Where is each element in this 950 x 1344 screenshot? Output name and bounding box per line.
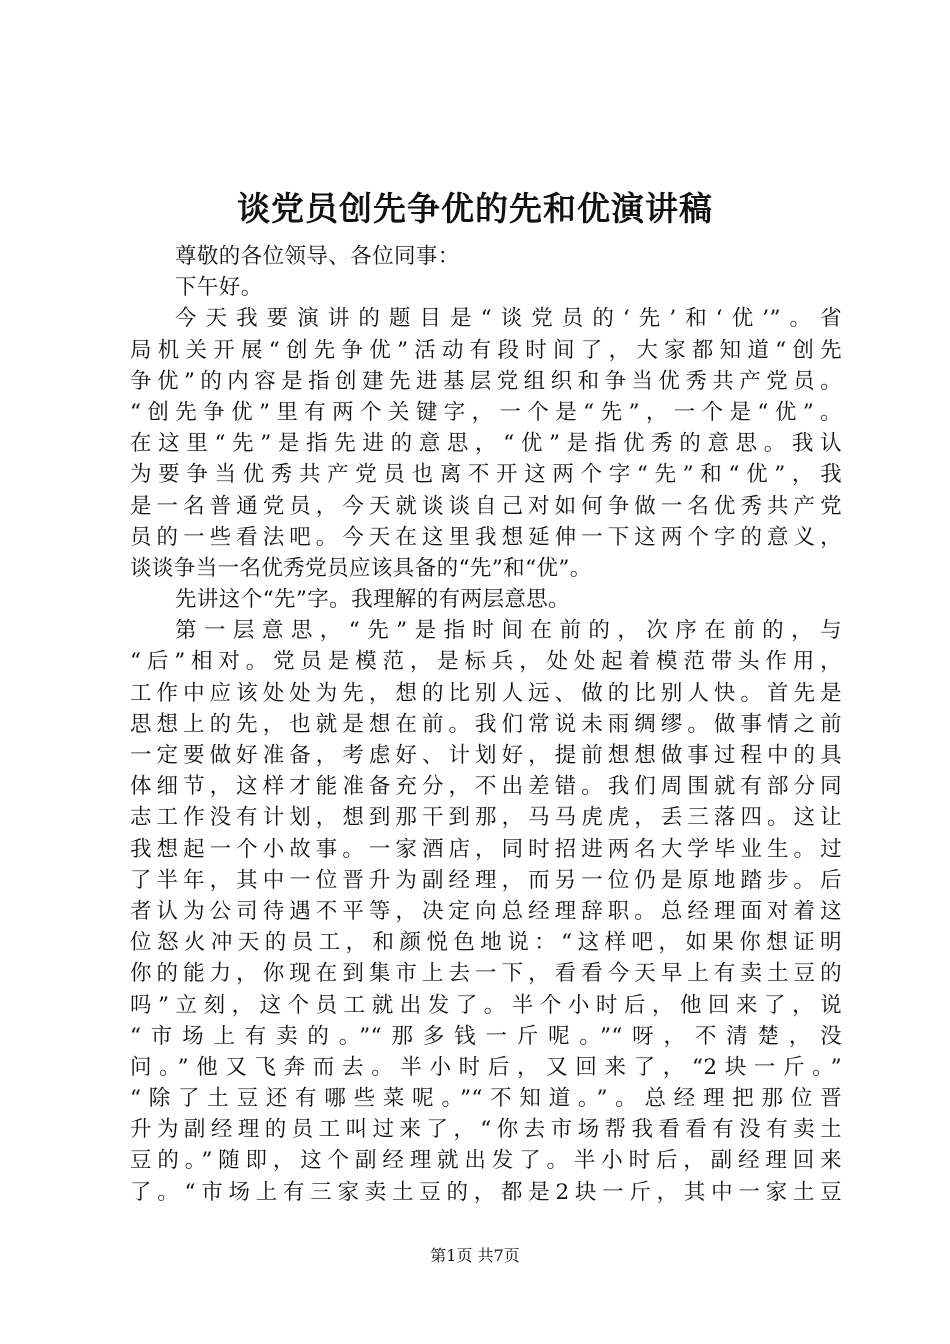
text-line: 今天我要演讲的题目是“谈党员的‘先’和‘优’”。省 [175,306,842,332]
text-line: 升为副经理的员工叫过来了，“你去市场帮我看看有没有卖土 [130,1117,842,1143]
text-line: 了半年，其中一位晋升为副经理，而另一位仍是原地踏步。后 [130,867,842,893]
text-line: 者认为公司待遇不平等，决定向总经理辞职。总经理面对着这 [130,898,842,924]
text-line: 问。”他又飞奔而去。半小时后，又回来了，“2块一斤。” [130,1054,842,1080]
text-line: 你的能力，你现在到集市上去一下，看看今天早上有卖土豆的 [130,961,842,987]
text-line: 位怒火冲天的员工，和颜悦色地说：“这样吧，如果你想证明 [130,930,842,956]
text-line: 豆的。”随即，这个副经理就出发了。半小时后，副经理回来 [130,1148,842,1174]
text-line: 为要争当优秀共产党员也离不开这两个字“先”和“优”，我 [130,462,842,488]
text-line: 是一名普通党员，今天就谈谈自己对如何争做一名优秀共产党 [130,493,842,519]
text-line: 下午好。 [175,275,263,301]
document-title: 谈党员创先争优的先和优演讲稿 [237,189,713,228]
text-line: 谈谈争当一名优秀党员应该具备的“先”和“优”。 [130,555,592,581]
text-line: 争优”的内容是指创建先进基层党组织和争当优秀共产党员。 [130,368,842,394]
document-body [130,241,842,1208]
text-line: “市场上有卖的。”“那多钱一斤呢。”“呀，不清楚，没 [130,1023,842,1049]
text-line: 吗”立刻，这个员工就出发了。半个小时后，他回来了，说 [130,992,842,1018]
text-line: 尊敬的各位领导、各位同事： [175,244,460,269]
text-line: “除了土豆还有哪些菜呢。”“不知道。”。总经理把那位晋 [130,1086,842,1112]
text-line: 局机关开展“创先争优”活动有段时间了，大家都知道“创先 [130,337,842,363]
text-line: 先讲这个“先”字。我理解的有两层意思。 [175,587,571,613]
text-line: 思想上的先，也就是想在前。我们常说未雨绸缪。做事情之前 [130,711,842,737]
text-line: 工作中应该处处为先，想的比别人远、做的比别人快。首先是 [130,680,842,706]
text-line: 我想起一个小故事。一家酒店，同时招进两名大学毕业生。过 [130,836,842,862]
text-line: 一定要做好准备，考虑好、计划好，提前想想做事过程中的具 [130,743,842,768]
text-line: 志工作没有计划，想到那干到那，马马虎虎，丢三落四。这让 [130,805,842,831]
page-footer: 第1页 共7页 [430,1246,520,1265]
text-line: 第一层意思，“先”是指时间在前的，次序在前的，与 [175,618,842,644]
text-line: 体细节，这样才能准备充分，不出差错。我们周围就有部分同 [130,774,842,800]
text-line: 了。“市场上有三家卖土豆的，都是2块一斤，其中一家土豆 [130,1179,842,1205]
text-line: 员的一些看法吧。今天在这里我想延伸一下这两个字的意义， [130,524,842,550]
text-line: 在这里“先”是指先进的意思，“优”是指优秀的意思。我认 [130,431,842,457]
text-line: “创先争优”里有两个关键字，一个是“先”，一个是“优”。 [130,399,842,425]
text-line: “后”相对。党员是模范，是标兵，处处起着模范带头作用， [130,649,842,675]
